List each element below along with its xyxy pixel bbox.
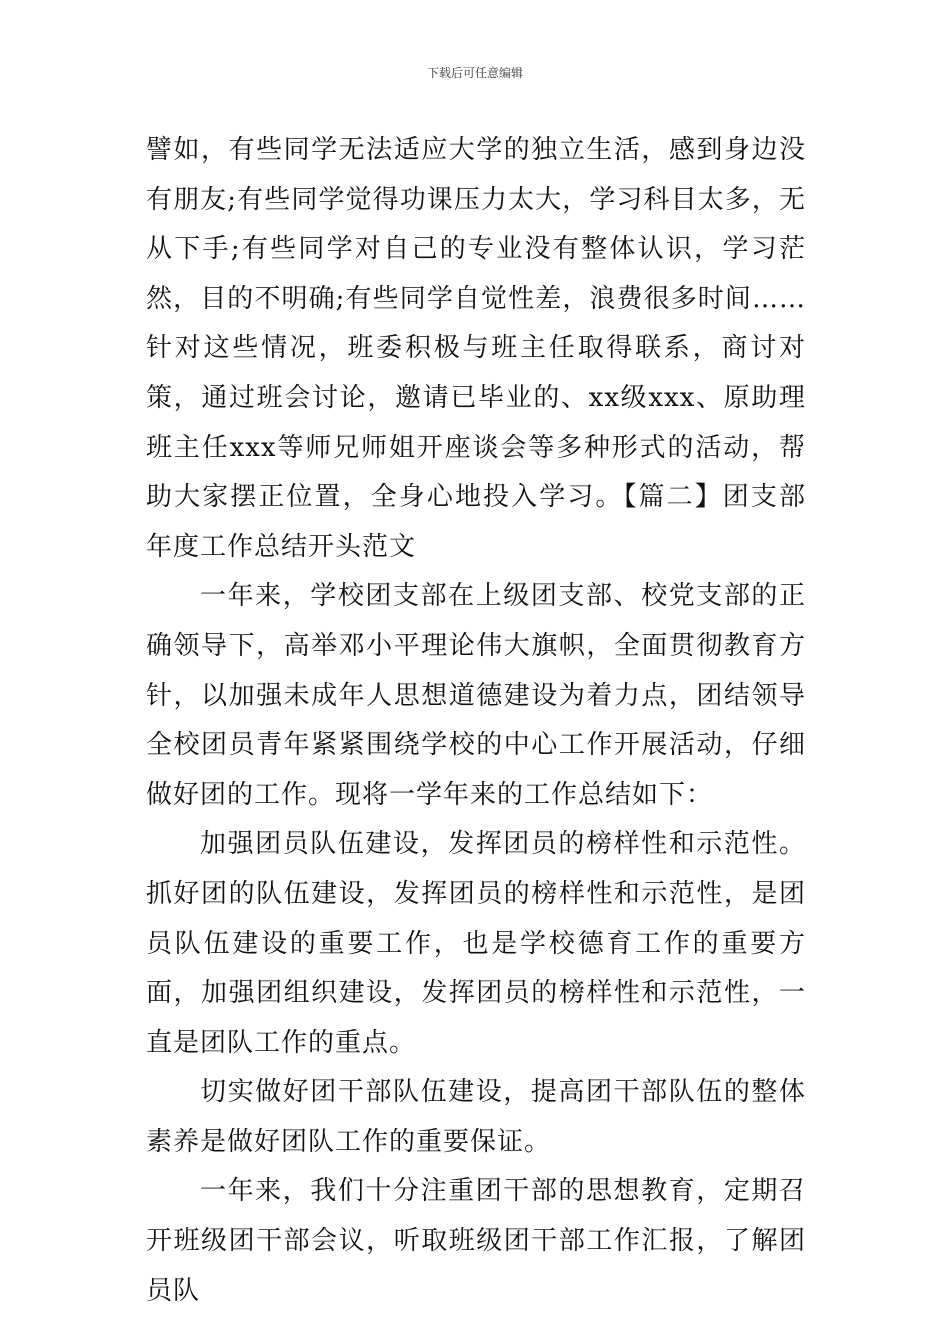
paragraph-2: 一年来，学校团支部在上级团支部、校党支部的正确领导下，高举邓小平理论伟大旗帜，全面贯彻教育方针，以加强未成年人思想道德建设为着力点，团结领导全校团员青年紧紧围绕学校的中心工作开展活动，仔细做好团的工作。现将一学年来的工作总结如下： [146,581,806,810]
page-header: 下载后可任意编辑 [426,66,523,80]
paragraph-3: 加强团员队伍建设，发挥团员的榜样性和示范性。抓好团的队伍建设，发挥团员的榜样性和示范性，是团员队伍建设的重要工作，也是学校德育工作的重要方面，加强团组织建设，发挥团员的榜样性和示范性，一直是团队工作的重点。 [146,829,806,1058]
paragraph-1: 譬如，有些同学无法适应大学的独立生活，感到身边没有朋友;有些同学觉得功课压力太大，学习科目太多，无从下手;有些同学对自己的专业没有整体认识，学习茫然，目的不明确;有些同学自觉性差，浪费很多时间……针对这些情况，班委积极与班主任取得联系，商讨对策，通过班会讨论，邀请已毕业的、xx级xxx、原助理班主任xxx等师兄师姐开座谈会等多种形式的活动，帮助大家摆正位置，全身心地投入学习。【篇二】团支部年度工作总结开头范文 [146,135,806,562]
paragraph-4: 切实做好团干部队伍建设，提高团干部队伍的整体素养是做好团队工作的重要保证。 [146,1077,806,1157]
document-body [146,126,806,1316]
paragraph-5: 一年来，我们十分注重团干部的思想教育，定期召开班级团干部会议，听取班级团干部工作汇报，了解团员队 [146,1176,806,1306]
